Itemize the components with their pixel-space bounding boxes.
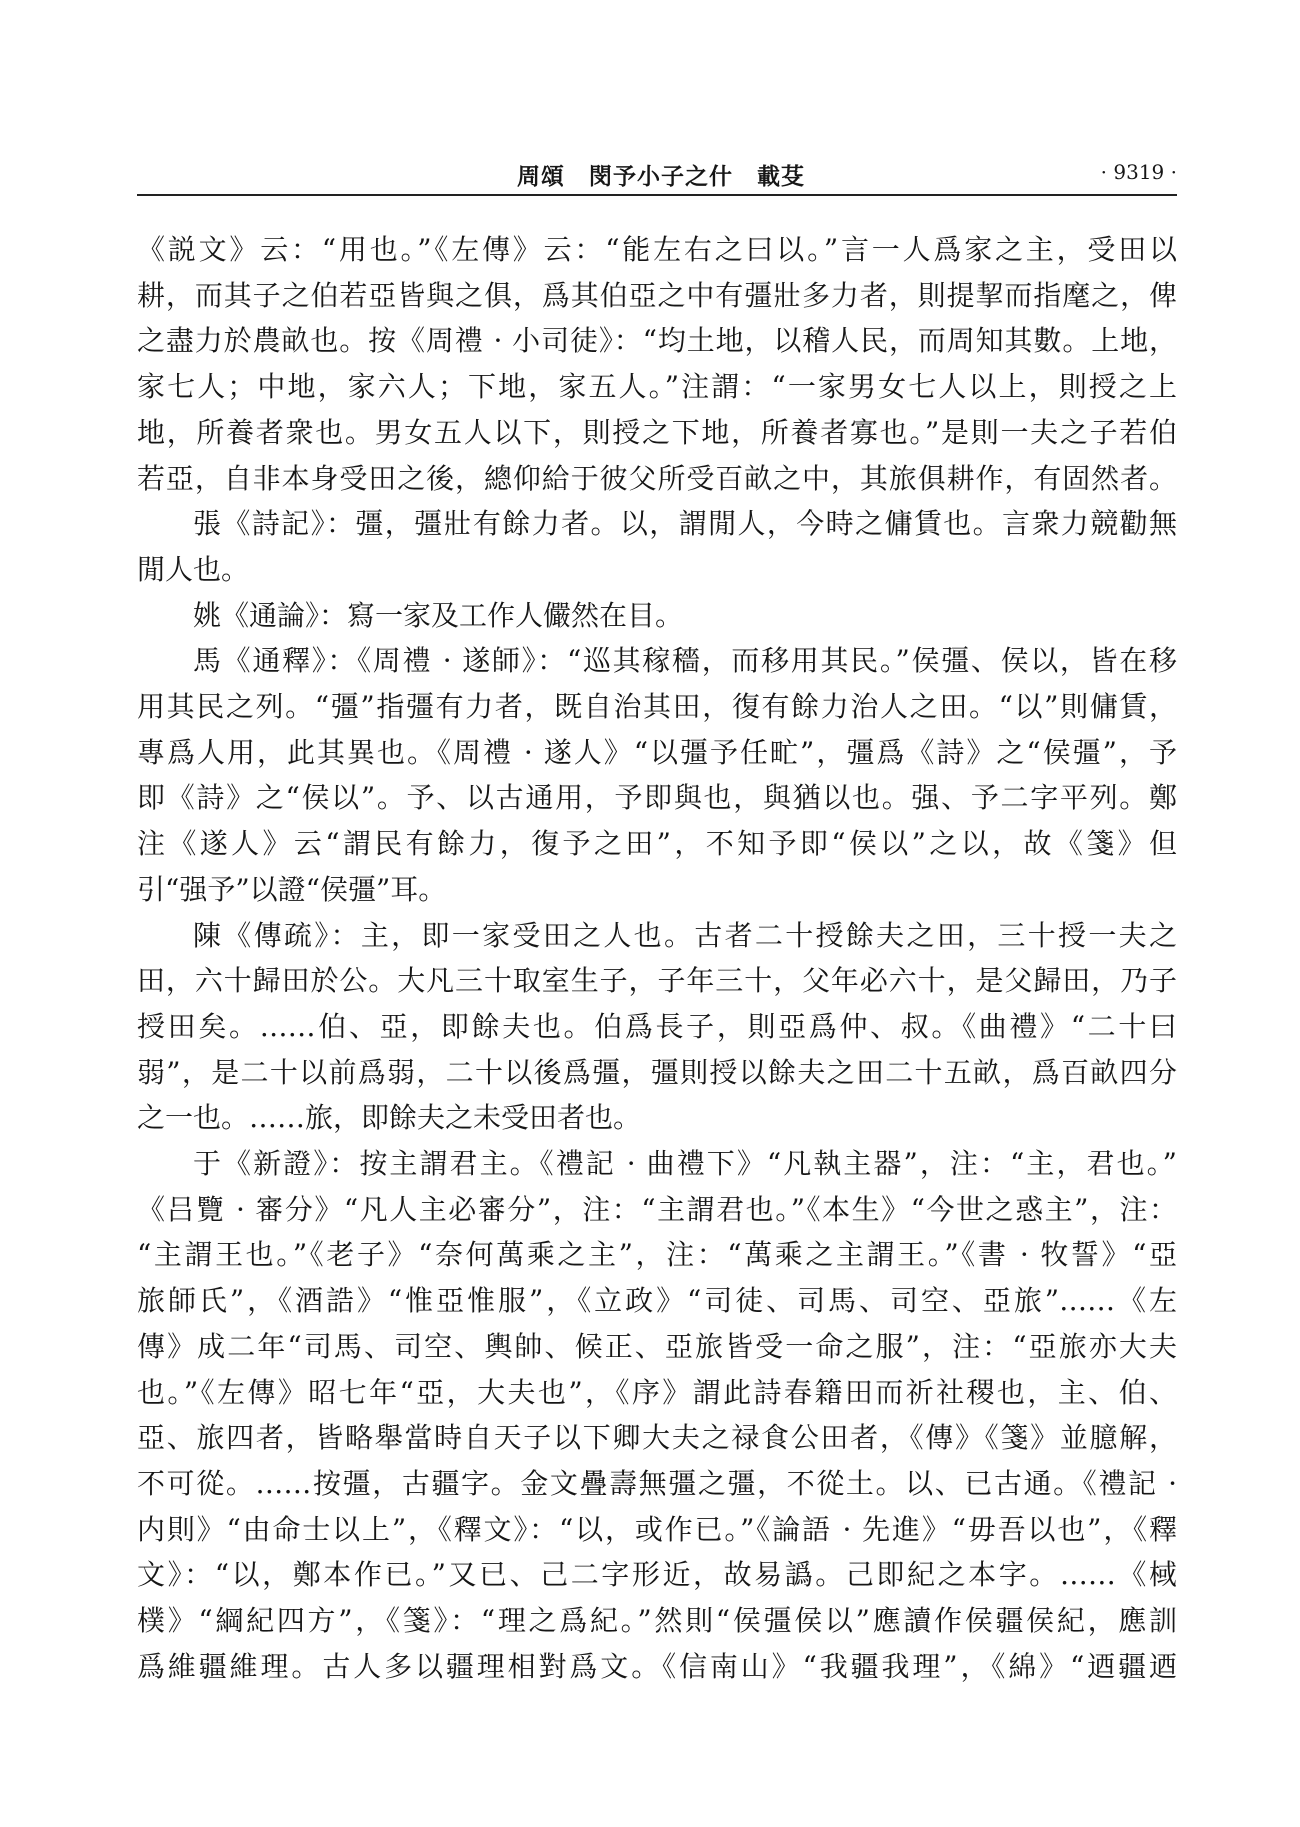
paragraph (137, 913, 1177, 1142)
text-line: 家七人；中地，家六人；下地，家五人。”注謂：“一家男女七人以上，則授之上 (137, 370, 1177, 404)
text-line: 《吕覽 · 審分》“凡人主必審分”，注：“主謂君也。”《本生》“今世之惑主”，注： (137, 1192, 1177, 1226)
text-line: 爲維疆維理。古人多以疆理相對爲文。《信南山》“我疆我理”，《綿》“迺疆迺 (137, 1649, 1177, 1683)
text-line: 田，六十歸田於公。大凡三十取室生子，子年三十，父年必六十，是父歸田，乃子 (137, 964, 1177, 998)
text-line: 于《新證》：按主謂君主。《禮記 · 曲禮下》“凡執主器”，注：“主，君也。” (193, 1147, 1177, 1181)
text-line: 之盡力於農畝也。按《周禮 · 小司徒》：“均土地，以稽人民，而周知其數。上地， (137, 324, 1177, 358)
text-line: 注《遂人》云“謂民有餘力，復予之田”，不知予即“侯以”之以，故《箋》但 (137, 827, 1177, 861)
paragraph (137, 227, 1177, 501)
text-body (137, 227, 1177, 1690)
page-header (137, 152, 1177, 192)
text-line: 馬《通釋》：《周禮 · 遂師》：“巡其稼穡，而移用其民。”侯彊、侯以，皆在移 (193, 644, 1177, 678)
header-rule (137, 194, 1177, 196)
text-line: 也。”《左傳》昭七年“亞，大夫也”，《序》謂此詩春籍田而祈社稷也，主、伯、 (137, 1375, 1177, 1409)
text-line: 閒人也。 (137, 552, 250, 586)
page-number: · 9319 · (1100, 160, 1177, 184)
text-line: 不可從。……按彊，古疆字。金文疊壽無彊之彊，不從土。以、已古通。《禮記 · (137, 1466, 1177, 1500)
paragraph (137, 501, 1177, 592)
text-line: 陳《傳疏》：主，即一家受田之人也。古者二十授餘夫之田，三十授一夫之 (193, 918, 1177, 952)
paragraph (137, 638, 1177, 912)
text-line: 引“强予”以證“侯彊”耳。 (137, 872, 447, 906)
text-line: 用其民之列。“彊”指彊有力者，既自治其田，復有餘力治人之田。“以”則傭賃， (137, 690, 1177, 724)
text-line: 樸》“綱紀四方”，《箋》：“理之爲紀。”然則“侯彊侯以”應讀作侯疆侯紀，應訓 (137, 1604, 1177, 1638)
text-line: 内則》“由命士以上”，《釋文》：“以，或作已。”《論語 · 先進》“毋吾以也”，《釋 (137, 1512, 1177, 1546)
text-line: 姚《通論》：寫一家及工作人儼然在目。 (193, 598, 684, 632)
text-line: 亞、旅四者，皆略舉當時自天子以下卿大夫之禄食公田者，《傳》《箋》並臆解， (137, 1421, 1177, 1455)
text-line: 即《詩》之“侯以”。予、以古通用，予即與也，與猶以也。强、予二字平列。鄭 (137, 781, 1177, 815)
text-line: 文》：“以，鄭本作已。”又已、己二字形近，故易譌。己即紀之本字。……《棫 (137, 1558, 1177, 1592)
text-line: 張《詩記》：彊，彊壯有餘力者。以，謂閒人，今時之傭賃也。言衆力競勸無 (193, 507, 1177, 541)
text-line: 若亞，自非本身受田之後，總仰給于彼父所受百畝之中，其旅俱耕作，有固然者。 (137, 461, 1177, 495)
text-line: “主謂王也。”《老子》“奈何萬乘之主”，注：“萬乘之主謂王。”《書 · 牧誓》“亞 (137, 1238, 1177, 1272)
text-line: 之一也。……旅，即餘夫之未受田者也。 (137, 1101, 642, 1135)
text-line: 耕，而其子之伯若亞皆與之俱，爲其伯亞之中有彊壯多力者，則提挈而指麾之，俾 (137, 278, 1177, 312)
text-line: 授田矣。……伯、亞，即餘夫也。伯爲長子，則亞爲仲、叔。《曲禮》“二十曰 (137, 1009, 1177, 1043)
text-line: 《説文》云：“用也。”《左傳》云：“能左右之曰以。”言一人爲家之主，受田以 (137, 233, 1177, 266)
text-line: 地，所養者衆也。男女五人以下，則授之下地，所養者寡也。”是則一夫之子若伯 (137, 415, 1177, 449)
text-line: 旅師氏”，《酒誥》“惟亞惟服”，《立政》“司徒、司馬、司空、亞旅”……《左 (137, 1284, 1177, 1318)
paragraph (137, 1141, 1177, 1689)
text-line: 弱”，是二十以前爲弱，二十以後爲彊，彊則授以餘夫之田二十五畝，爲百畝四分 (137, 1055, 1177, 1089)
paragraph (137, 593, 1177, 639)
text-line: 專爲人用，此其異也。《周禮 · 遂人》“以彊予任甿”，彊爲《詩》之“侯彊”，予 (137, 735, 1177, 769)
running-title: 周頌 閔予小子之什 載芟 (517, 163, 805, 190)
text-line: 傳》成二年“司馬、司空、輿帥、候正、亞旅皆受一命之服”，注：“亞旅亦大夫 (137, 1329, 1177, 1363)
